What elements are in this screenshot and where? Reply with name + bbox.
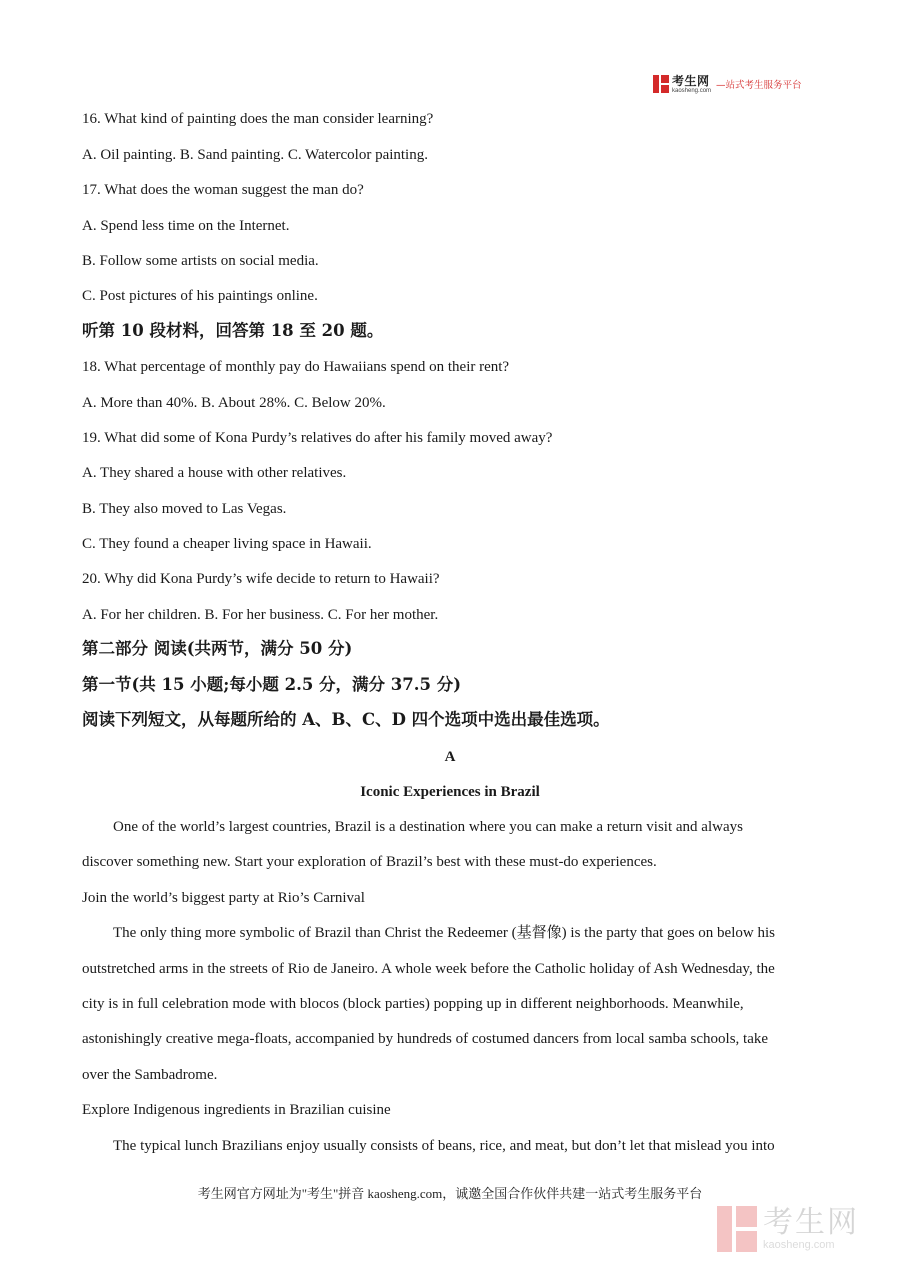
section-instruction-10: 听第 10 段材料，回答第 18 至 20 题。	[82, 321, 384, 340]
options-18: A. More than 40%. B. About 28%. C. Below 20%.	[82, 395, 386, 411]
watermark-logo-icon	[717, 1206, 757, 1252]
question-18: 18. What percentage of monthly pay do Hawaiians spend on their rent?	[82, 359, 510, 375]
option-19a: A. They shared a house with other relatives.	[82, 465, 347, 481]
header-logo	[653, 74, 802, 94]
option-17c: C. Post pictures of his paintings online.	[82, 288, 318, 304]
question-16: 16. What kind of painting does the man consider learning?	[82, 111, 434, 127]
part-two-heading: 第二部分 阅读(共两节，满分 50 分)	[82, 639, 353, 658]
option-19c: C. They found a cheaper living space in Hawaii.	[82, 536, 372, 552]
subheading-carnival: Join the world’s biggest party at Rio’s Carnival	[82, 890, 365, 906]
question-20: 20. Why did Kona Purdy’s wife decide to return to Hawaii?	[82, 571, 440, 587]
option-17b: B. Follow some artists on social media.	[82, 253, 319, 269]
paragraph-line: The typical lunch Brazilians enjoy usually consists of beans, rice, and meat, but don’t let that mislead you into	[113, 1138, 775, 1154]
logo-name: 考生网	[672, 73, 710, 88]
paragraph-line: outstretched arms in the streets of Rio de Janeiro. A whole week before the Catholic holiday of Ash Wednesday, the	[82, 961, 775, 977]
watermark-domain: kaosheng.com	[763, 1238, 835, 1251]
paragraph-line: city is in full celebration mode with blocos (block parties) popping up in different neighborhoods. Meanwhile,	[82, 996, 744, 1012]
paragraph-line: discover something new. Start your exploration of Brazil’s best with these must-do experiences.	[82, 854, 657, 870]
logo-text	[672, 75, 711, 94]
watermark-logo	[717, 1206, 859, 1252]
options-20: A. For her children. B. For her business. C. For her mother.	[82, 607, 439, 623]
logo-domain: kaosheng.com	[672, 87, 712, 94]
reading-instruction: 阅读下列短文，从每题所给的 A、B、C、D 四个选项中选出最佳选项。	[82, 710, 610, 729]
option-17a: A. Spend less time on the Internet.	[82, 218, 290, 234]
kaosheng-logo-icon	[653, 75, 669, 93]
question-19: 19. What did some of Kona Purdy’s relatives do after his family moved away?	[82, 430, 553, 446]
watermark-name: 考生网	[763, 1204, 859, 1240]
watermark-text	[763, 1204, 859, 1251]
section-one-heading: 第一节(共 15 小题;每小题 2.5 分，满分 37.5 分)	[82, 675, 462, 694]
options-16: A. Oil painting. B. Sand painting. C. Watercolor painting.	[82, 147, 428, 163]
passage-title: Iconic Experiences in Brazil	[360, 784, 540, 800]
option-19b: B. They also moved to Las Vegas.	[82, 501, 287, 517]
paragraph-line: The only thing more symbolic of Brazil than Christ the Redeemer (基督像) is the party that goes on below his	[113, 925, 775, 941]
header-slogan: —站式考生服务平台	[716, 80, 802, 91]
question-17: 17. What does the woman suggest the man do?	[82, 182, 364, 198]
paragraph-line: One of the world’s largest countries, Brazil is a destination where you can make a return visit and always	[113, 819, 743, 835]
passage-label: A	[444, 749, 456, 765]
paragraph-line: over the Sambadrome.	[82, 1067, 218, 1083]
paragraph-line: astonishingly creative mega-floats, accompanied by hundreds of costumed dancers from local samba schools, take	[82, 1031, 769, 1047]
page-footer: 考生网官方网址为"考生"拼音 kaosheng.com，诚邀全国合作伙伴共建一站式考生服务平台	[197, 1186, 703, 1201]
subheading-cuisine: Explore Indigenous ingredients in Brazilian cuisine	[82, 1102, 391, 1118]
